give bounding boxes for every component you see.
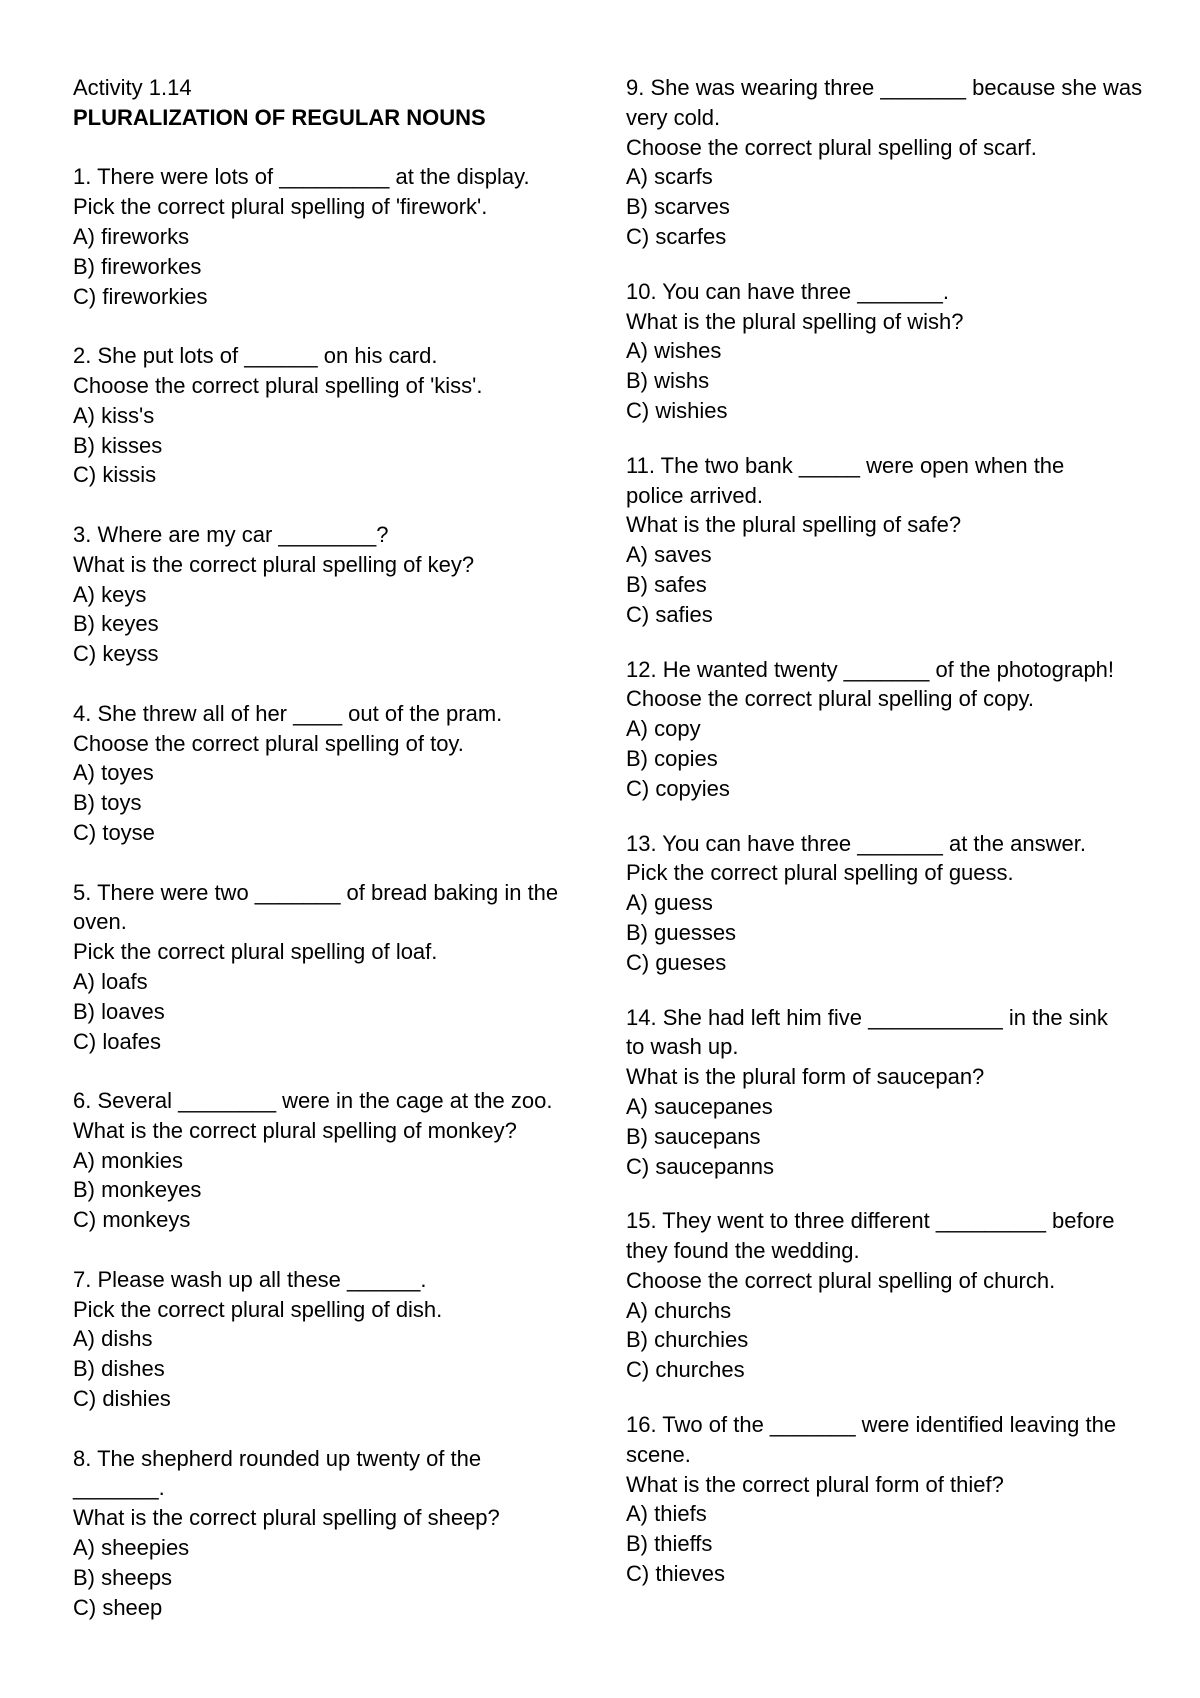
question-block bbox=[626, 277, 1146, 426]
answer-option: C) monkeys bbox=[73, 1207, 191, 1233]
answer-option: C) safies bbox=[626, 601, 713, 627]
question-line: Pick the correct plural spelling of loaf. bbox=[73, 939, 438, 965]
answer-option: A) scarfs bbox=[626, 164, 713, 190]
answer-option: B) keyes bbox=[73, 611, 159, 637]
question-block bbox=[73, 878, 593, 1057]
question-line: oven. bbox=[73, 909, 127, 935]
answer-option: A) dishs bbox=[73, 1326, 153, 1352]
question-text: 3. Where are my car ________? bbox=[73, 521, 389, 547]
answer-option: A) toyes bbox=[73, 760, 154, 786]
spacer bbox=[73, 133, 593, 163]
question-block bbox=[73, 341, 593, 490]
question-line: What is the plural spelling of wish? bbox=[626, 308, 964, 334]
answer-option: C) wishies bbox=[626, 397, 728, 423]
answer-option: C) saucepanns bbox=[626, 1153, 774, 1179]
answer-option: B) toys bbox=[73, 790, 142, 816]
question-text: 10. You can have three _______. bbox=[626, 278, 949, 304]
answer-option: A) fireworks bbox=[73, 223, 190, 249]
left-column bbox=[73, 73, 593, 1652]
question-text: 5. There were two _______ of bread baking in the bbox=[73, 879, 559, 905]
question-line: Choose the correct plural spelling of 'kiss'. bbox=[73, 372, 483, 398]
answer-option: B) wishs bbox=[626, 368, 710, 394]
answer-option: A) sheepies bbox=[73, 1535, 190, 1561]
question-text: 8. The shepherd rounded up twenty of the bbox=[73, 1445, 482, 1471]
answer-option: C) dishies bbox=[73, 1386, 171, 1412]
question-block bbox=[626, 1003, 1146, 1182]
question-line: Choose the correct plural spelling of scarf. bbox=[626, 134, 1037, 160]
question-text: 7. Please wash up all these ______. bbox=[73, 1266, 427, 1292]
question-line: Choose the correct plural spelling of church. bbox=[626, 1267, 1056, 1293]
answer-option: C) toyse bbox=[73, 819, 155, 845]
question-text: 16. Two of the _______ were identified leaving the bbox=[626, 1412, 1117, 1438]
answer-option: C) keyss bbox=[73, 641, 159, 667]
answer-option: A) thiefs bbox=[626, 1501, 707, 1527]
question-block bbox=[73, 162, 593, 311]
answer-option: B) churchies bbox=[626, 1327, 749, 1353]
answer-option: C) copyies bbox=[626, 775, 730, 801]
question-block bbox=[626, 1410, 1146, 1589]
question-line: Pick the correct plural spelling of 'firework'. bbox=[73, 194, 488, 220]
answer-option: B) dishes bbox=[73, 1356, 165, 1382]
answer-option: B) loaves bbox=[73, 998, 165, 1024]
question-text: 9. She was wearing three _______ because she was bbox=[626, 75, 1143, 100]
answer-option: B) saucepans bbox=[626, 1123, 761, 1149]
answer-option: A) guess bbox=[626, 890, 713, 916]
answer-option: A) loafs bbox=[73, 968, 148, 994]
answer-option: C) thieves bbox=[626, 1561, 726, 1587]
question-line: Pick the correct plural spelling of dish. bbox=[73, 1296, 443, 1322]
answer-option: B) fireworkes bbox=[73, 253, 202, 279]
question-text: 13. You can have three _______ at the answer. bbox=[626, 830, 1086, 856]
answer-option: C) kissis bbox=[73, 462, 157, 488]
left-question-list bbox=[73, 162, 593, 1622]
question-text: 4. She threw all of her ____ out of the pram. bbox=[73, 700, 503, 726]
right-column bbox=[626, 73, 1146, 1614]
question-line: What is the plural form of saucepan? bbox=[626, 1064, 985, 1090]
answer-option: C) scarfes bbox=[626, 223, 727, 249]
question-block bbox=[626, 451, 1146, 630]
answer-option: B) monkeyes bbox=[73, 1177, 202, 1203]
question-line: scene. bbox=[626, 1441, 691, 1467]
question-block bbox=[626, 655, 1146, 804]
activity-label: Activity 1.14 bbox=[73, 75, 192, 100]
question-text: 15. They went to three different _________ before bbox=[626, 1208, 1115, 1234]
answer-option: B) scarves bbox=[626, 194, 730, 220]
question-text: 12. He wanted twenty _______ of the photograph! bbox=[626, 656, 1115, 682]
answer-option: A) copy bbox=[626, 716, 701, 742]
answer-option: C) loafes bbox=[73, 1028, 162, 1054]
answer-option: B) thieffs bbox=[626, 1531, 713, 1557]
answer-option: A) kiss's bbox=[73, 402, 155, 428]
question-block bbox=[73, 699, 593, 848]
question-block bbox=[73, 520, 593, 669]
question-line: _______. bbox=[73, 1475, 165, 1501]
answer-option: A) churchs bbox=[626, 1297, 732, 1323]
answer-option: B) sheeps bbox=[73, 1564, 173, 1590]
question-line: police arrived. bbox=[626, 482, 763, 508]
question-text: 11. The two bank _____ were open when the bbox=[626, 452, 1065, 478]
question-line: very cold. bbox=[626, 104, 721, 130]
question-block bbox=[73, 1444, 593, 1623]
right-question-list bbox=[626, 73, 1146, 1589]
question-line: What is the correct plural spelling of key? bbox=[73, 551, 475, 577]
question-block bbox=[73, 1265, 593, 1414]
answer-option: A) wishes bbox=[626, 338, 722, 364]
answer-option: C) churches bbox=[626, 1357, 745, 1383]
answer-option: A) keys bbox=[73, 581, 147, 607]
question-line: What is the correct plural form of thief? bbox=[626, 1471, 1004, 1497]
question-block bbox=[626, 829, 1146, 978]
question-line: to wash up. bbox=[626, 1034, 739, 1060]
answer-option: B) copies bbox=[626, 745, 718, 771]
question-block bbox=[626, 1206, 1146, 1385]
answer-option: C) sheep bbox=[73, 1594, 163, 1620]
question-text: 2. She put lots of ______ on his card. bbox=[73, 343, 438, 369]
answer-option: A) monkies bbox=[73, 1147, 184, 1173]
answer-option: C) fireworkies bbox=[73, 283, 208, 309]
question-line: Choose the correct plural spelling of toy. bbox=[73, 730, 464, 756]
question-line: What is the correct plural spelling of monkey? bbox=[73, 1117, 517, 1143]
question-line: Choose the correct plural spelling of copy. bbox=[626, 686, 1035, 712]
answer-option: B) kisses bbox=[73, 432, 163, 458]
answer-option: B) safes bbox=[626, 571, 707, 597]
question-line: What is the plural spelling of safe? bbox=[626, 512, 962, 538]
answer-option: A) saucepanes bbox=[626, 1093, 773, 1119]
question-line: What is the correct plural spelling of sheep? bbox=[73, 1505, 500, 1531]
question-line: they found the wedding. bbox=[626, 1238, 860, 1264]
answer-option: C) gueses bbox=[626, 949, 727, 975]
question-block bbox=[73, 1086, 593, 1235]
question-block bbox=[626, 73, 1146, 252]
question-text: 6. Several ________ were in the cage at the zoo. bbox=[73, 1088, 553, 1114]
worksheet-title: PLURALIZATION OF REGULAR NOUNS bbox=[73, 104, 486, 130]
answer-option: A) saves bbox=[626, 542, 712, 568]
answer-option: B) guesses bbox=[626, 919, 737, 945]
question-line: Pick the correct plural spelling of guess. bbox=[626, 860, 1014, 886]
question-text: 1. There were lots of _________ at the display. bbox=[73, 164, 530, 190]
question-text: 14. She had left him five ___________ in the sink bbox=[626, 1004, 1108, 1030]
